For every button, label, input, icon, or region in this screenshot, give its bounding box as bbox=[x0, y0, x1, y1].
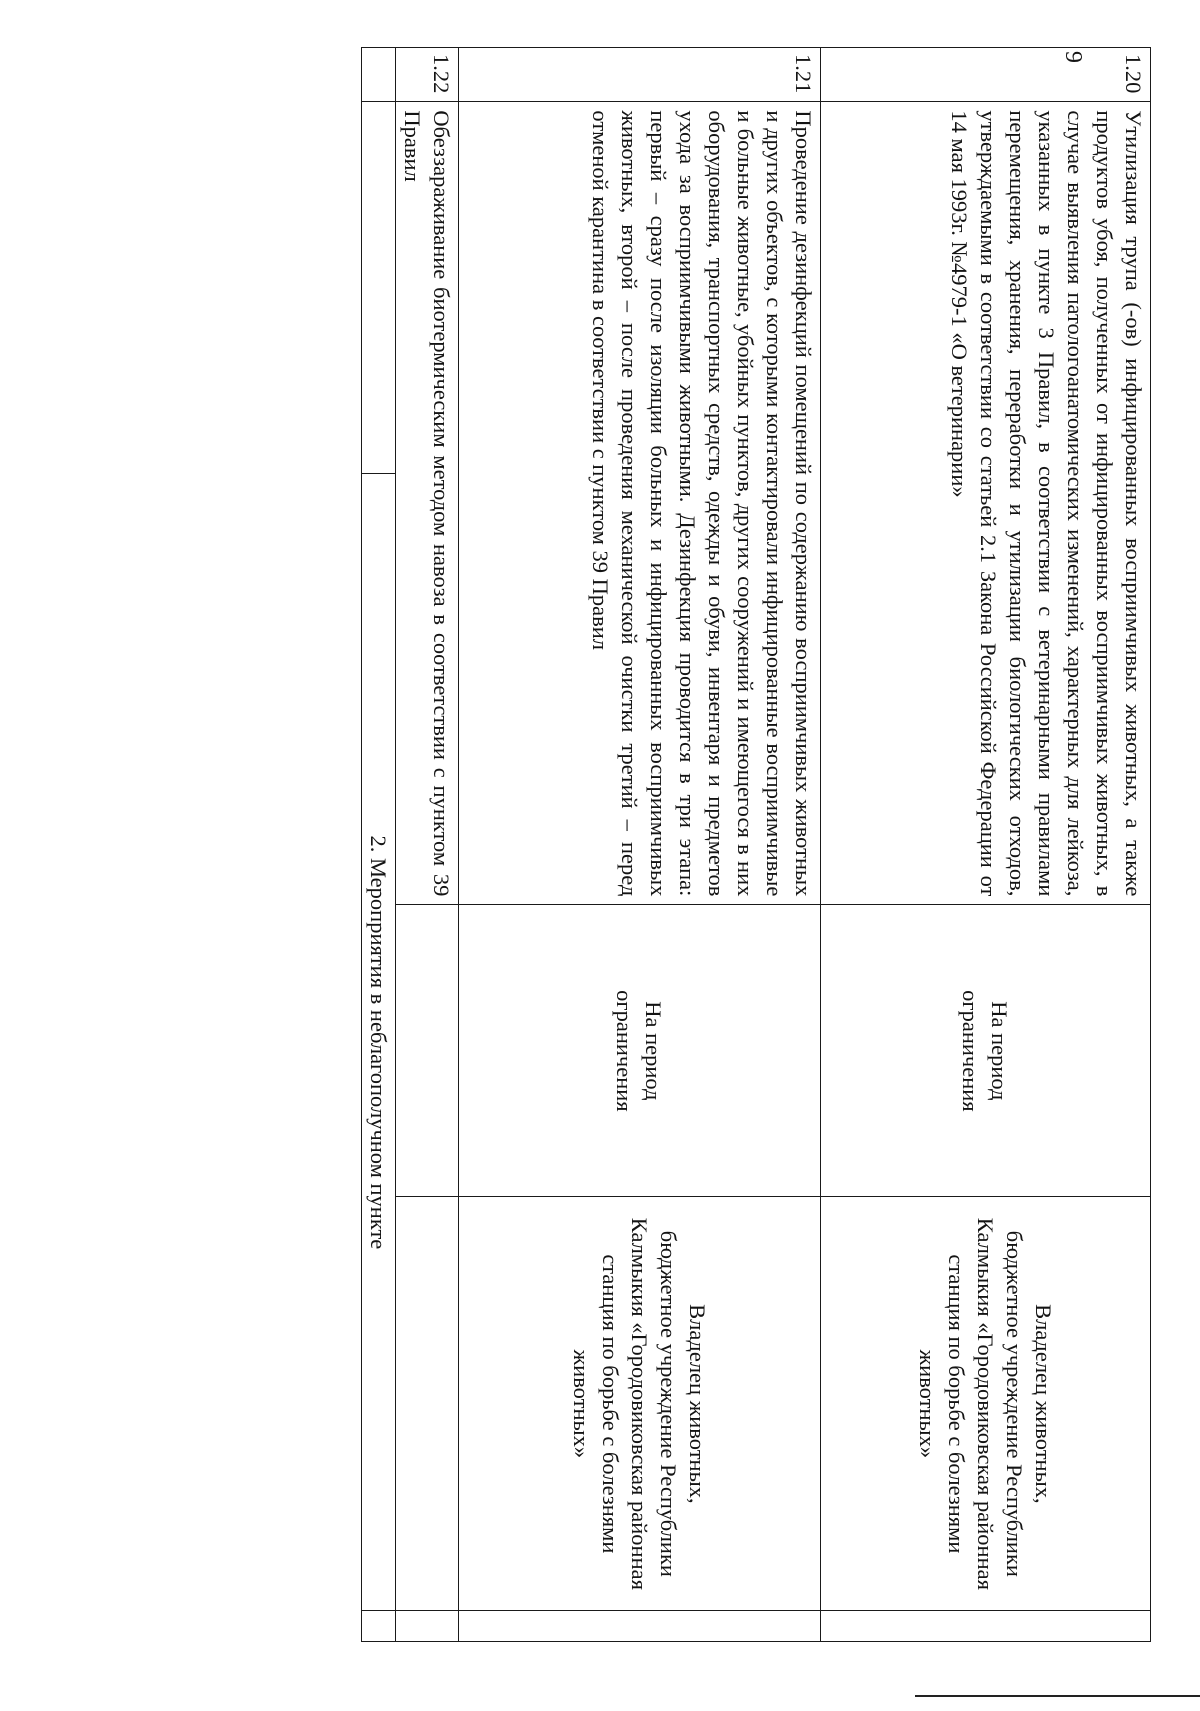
measure-text: Проведение дезинфекций помещений по содержанию восприимчивых животных и других объектов, с которыми контактировали инфицированные восприимчивые и больные животные, убойных пунктов, других сооружений и имеющегося в них оборудования, транспортных средств, одежды и обуви, инвентаря и предметов ухода за восприимчивыми животными. Дезинфекция проводится в три этапа: первый – сразу после изоляции больных и инфицированных восприимчивых животных, второй – после проведения механической очистки третий – перед отменой карантина в соответствии с пунктом 39 Правил bbox=[459, 102, 821, 905]
measure-text: Обеззараживание биотермическим методом навоза в соответствии с пунктом 39 Правил bbox=[396, 102, 459, 905]
term-text: На период ограничения bbox=[821, 905, 1151, 1197]
section-title: 2. Мероприятия в неблагополучном пункте bbox=[362, 474, 396, 1611]
term-text bbox=[396, 905, 459, 1197]
table-row bbox=[459, 48, 821, 1642]
empty-cell bbox=[362, 48, 396, 102]
table-row bbox=[821, 48, 1151, 1642]
responsible-text bbox=[396, 1197, 459, 1611]
table-row bbox=[396, 48, 459, 1642]
row-number: 1.20 bbox=[821, 48, 1151, 102]
row-number: 1.21 bbox=[459, 48, 821, 102]
responsible-text: Владелец животных, бюджетное учреждение Республики Калмыкия «Городовиковская районная станция по борьбе с болезнями животных» bbox=[459, 1197, 821, 1611]
page-number: 9 bbox=[1060, 51, 1086, 63]
empty-cell bbox=[362, 1611, 396, 1642]
measure-text: Утилизация трупа (-ов) инфицированных восприимчивых животных, а также продуктов убоя, полученных от инфицированных восприимчивых животных, в случае выявления патологоанатомических изменений, характерных для лейкоза, указанных в пункте 3 Правил, в соответствии с ветеринарными правилами перемещения, хранения, переработки и утилизации биологических отходов, утверждаемыми в соответствии со статьей 2.1 Закона Российской Федерации от 14 мая 1993г. №4979-1 «О ветеринарии» bbox=[821, 102, 1151, 905]
term-text: На период ограничения bbox=[459, 905, 821, 1197]
scan-artifact-line bbox=[915, 1695, 1200, 1697]
measures-table bbox=[361, 47, 1151, 1642]
empty-cell bbox=[362, 102, 396, 474]
empty-cell bbox=[459, 1611, 821, 1642]
responsible-text: Владелец животных, бюджетное учреждение Республики Калмыкия «Городовиковская районная станция по борьбе с болезнями животных» bbox=[821, 1197, 1151, 1611]
empty-cell bbox=[396, 1611, 459, 1642]
section-row bbox=[362, 48, 396, 1642]
row-number: 1.22 bbox=[396, 48, 459, 102]
empty-cell bbox=[821, 1611, 1151, 1642]
